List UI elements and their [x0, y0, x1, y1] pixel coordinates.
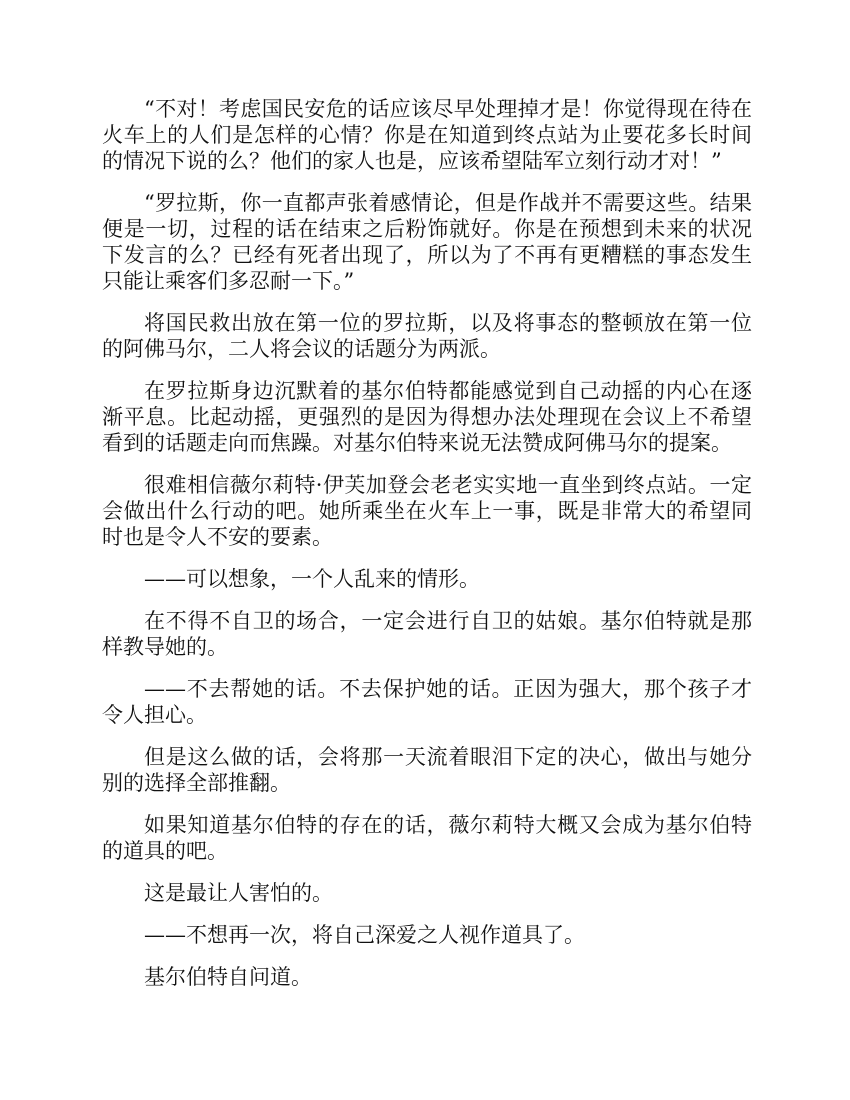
- paragraph-12: ——不想再一次，将自己深爱之人视作道具了。: [144, 923, 585, 947]
- paragraph-9: 但是这么做的话，会将那一天流着眼泪下定的决心，做出与她分别的选择全部推翻。: [102, 745, 752, 795]
- paragraph-10: 如果知道基尔伯特的存在的话，薇尔莉特大概又会成为基尔伯特的道具的吧。: [102, 813, 752, 863]
- paragraph-1: “不对！考虑国民安危的话应该尽早处理掉才是！你觉得现在待在火车上的人们是怎样的心情？你是在知道到终点站为止要花多长时间的情况下说的么？他们的家人也是，应该希望陆军立刻行动才对！”: [102, 97, 752, 173]
- paragraph-2: “罗拉斯，你一直都声张着感情论，但是作战并不需要这些。结果便是一切，过程的话在结束之后粉饰就好。你是在预想到未来的状况下发言的么？已经有死者出现了，所以为了不再有更糟糕的事态发生只能让乘客们多忍耐一下。”: [102, 191, 752, 293]
- paragraph-11: 这是最让人害怕的。: [144, 881, 333, 905]
- paragraph-3: 将国民救出放在第一位的罗拉斯，以及将事态的整顿放在第一位的阿佛马尔，二人将会议的话题分为两派。: [102, 311, 752, 361]
- paragraph-6: ——可以想象，一个人乱来的情形。: [144, 567, 480, 591]
- paragraph-5: 很难相信薇尔莉特·伊芙加登会老老实实地一直坐到终点站。一定会做出什么行动的吧。她所乘坐在火车上一事，既是非常大的希望同时也是令人不安的要素。: [102, 473, 752, 549]
- paragraph-8: ——不去帮她的话。不去保护她的话。正因为强大，那个孩子才令人担心。: [102, 677, 752, 727]
- text-body: [102, 96, 752, 1006]
- paragraph-4: 在罗拉斯身边沉默着的基尔伯特都能感觉到自己动摇的内心在逐渐平息。比起动摇，更强烈的是因为得想办法处理现在会议上不希望看到的话题走向而焦躁。对基尔伯特来说无法赞成阿佛马尔的提案。: [102, 379, 752, 455]
- paragraph-7: 在不得不自卫的场合，一定会进行自卫的姑娘。基尔伯特就是那样教导她的。: [102, 609, 752, 659]
- paragraph-13: 基尔伯特自问道。: [144, 965, 312, 989]
